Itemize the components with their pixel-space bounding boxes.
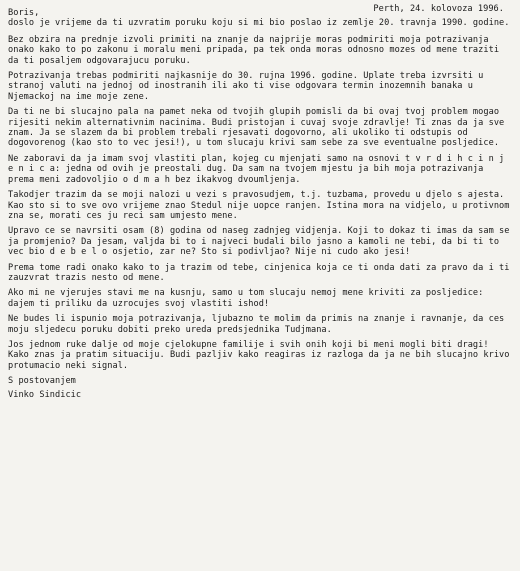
paragraph: Da ti ne bi slucajno pala na pamet neka od tvojih glupih pomisli da bi ovaj tvoj problem mogao rijesiti nekim alternativnim nacinima. Budi pristojan i cuvaj svoje zdravlje! Ti znas da ja sve znam. Ja se slazem da bi problem trebali rjesavati dogovorno, ali ukoliko ti odstupis od dogovorenog (kao sto to vec jesi!), u tom slucaju krivi sam sebe za sve eventualne posljedice. bbox=[8, 107, 505, 149]
paragraph: doslo je vrijeme da ti uzvratim poruku koju si mi bio poslao iz zemlje 20. travnja 1990. godine. bbox=[8, 18, 510, 29]
paragraph: Ako mi ne vjerujes stavi me na kusnju, samo u tom slucaju nemoj mene kriviti za posljedice: dajem ti priliku da uzrocujes svoj vlastiti ishod! bbox=[8, 288, 484, 309]
paragraph: Potrazivanja trebas podmiriti najkasnije do 30. rujna 1996. godine. Uplate treba izvrsiti u stranoj valuti na jednoj od inostranih ili ako ti vise odgovara termin inozemnih banaka u Njemackoj na ime moje zene. bbox=[8, 71, 484, 102]
paragraph: Ne zaboravi da ja imam svoj vlastiti plan, kojeg cu mjenjati samo na osnovi t v r d i h c i n j e n i c a: jedna od ovih je preostali dug. Da sam na tvojem mjestu ja bih moja potrazivanja prema meni zadovoljio o d m a h bez ikakvog dvoumljenja. bbox=[8, 153, 505, 185]
place-date: Perth, 24. kolovoza 1996. bbox=[373, 4, 504, 14]
paragraph: Jos jednom ruke dalje od moje cjelokupne familije i svih onih koji bi meni mogli biti dragi! Kako znas ja pratim situaciju. Budi pazljiv kako reagiras iz razloga da ja ne bih slucajno krivo protumacio neki signal. bbox=[8, 339, 510, 371]
paragraph: Prema tome radi onako kako to ja trazim od tebe, cinjenica koja ce ti onda dati za pravo da i ti zauzvrat trazis nesto od mene. bbox=[8, 262, 510, 283]
letter-header bbox=[8, 4, 510, 18]
paragraph: Ne budes li ispunio moja potrazivanja, ljubazno te molim da primis na znanje i ravnanje, da ces moju sljedecu poruku dobiti preko ureda predsjednika Tudjmana. bbox=[8, 314, 505, 335]
closing: S postovanjem bbox=[8, 376, 76, 387]
paragraph: Bez obzira na prednje izvoli primiti na znanje da najprije moras podmiriti moja potrazivanja onako kako to po zakonu i moralu meni pripada, pa tek onda moras odnosno mozes od mene traziti da ti posaljem odgovarajucu poruku. bbox=[8, 34, 500, 66]
paragraph: Takodjer trazim da se moji nalozi u vezi s pravosudjem, t.j. tuzbama, provedu u djelo s ajesta. Kao sto si to sve ovo vrijeme znao Stedul nije uopce ranjen. Istina mora na vidjelo, u protivnom zna se, morati ces ju reci sam umjesto mene. bbox=[8, 190, 510, 221]
greeting: Boris, bbox=[8, 8, 40, 18]
paragraph: Upravo ce se navrsiti osam (8) godina od naseg zadnjeg vidjenja. Koji to dokaz ti imas da sam se ja promjenio? Da jesam, valjda bi to i najveci budali bilo jasno a kamoli ne tebi, da bi ti to vec bio d e b e l o osjetio, zar ne? Sto si podivljao? Nije ni cudo ako jesi! bbox=[8, 226, 510, 258]
signature-name: Vinko Sindicic bbox=[8, 389, 82, 400]
